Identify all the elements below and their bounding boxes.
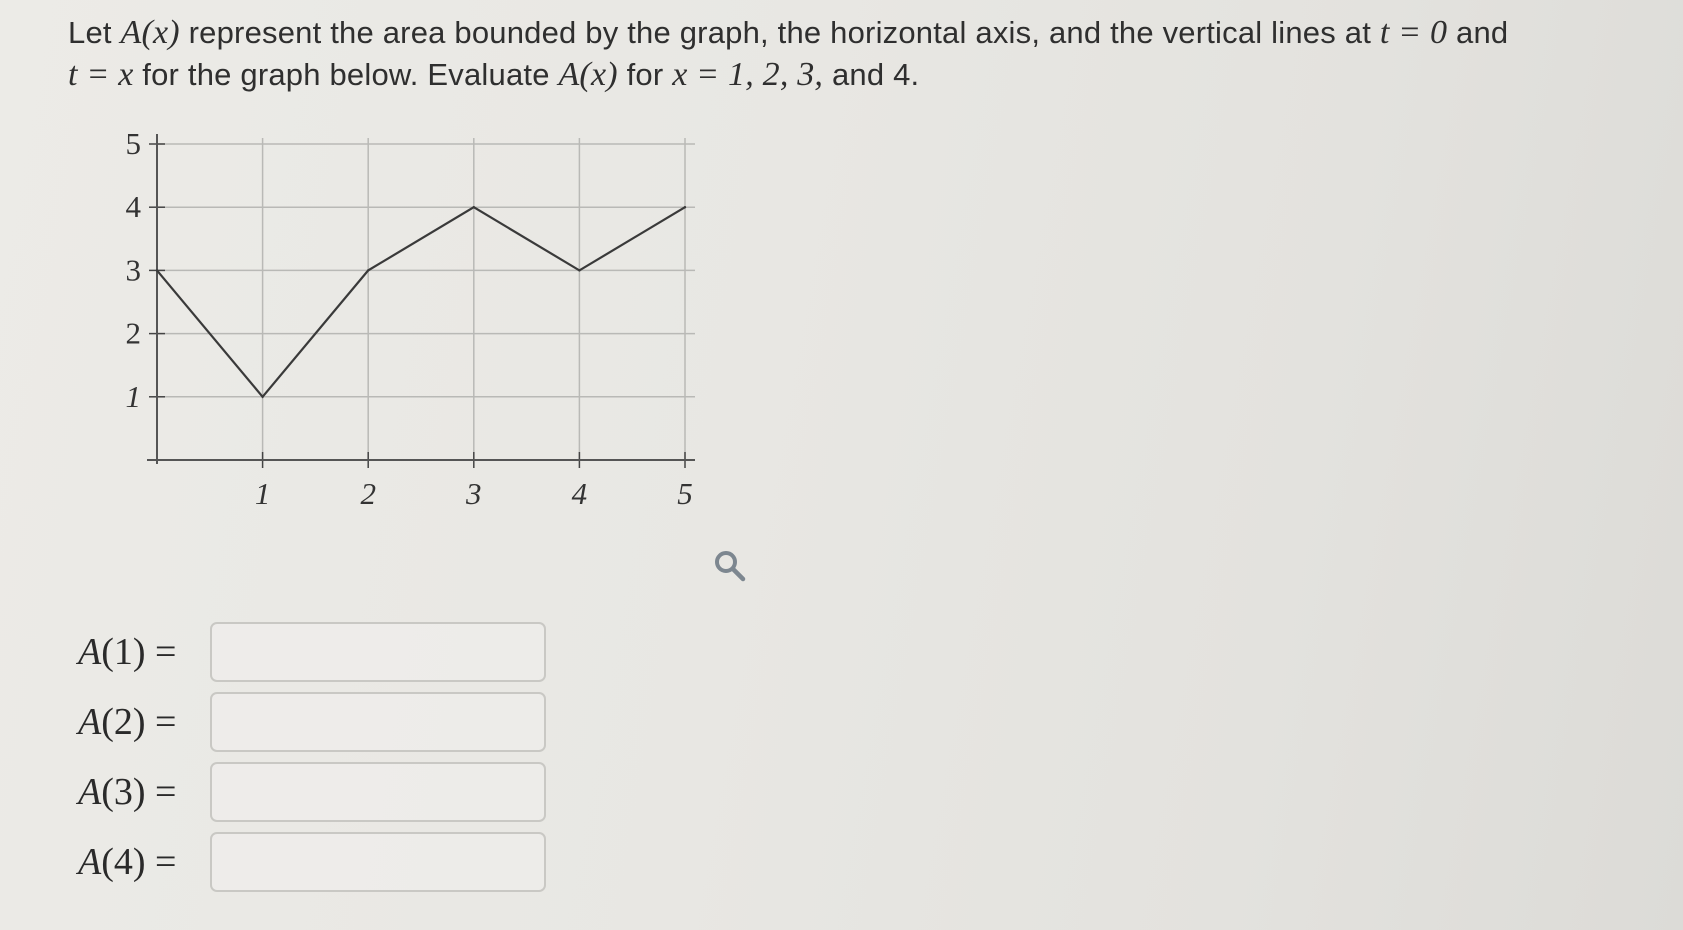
data-point bbox=[261, 396, 263, 398]
data-point bbox=[684, 206, 686, 208]
y-tick-label: 3 bbox=[125, 252, 141, 288]
y-tick-label: 1 bbox=[125, 378, 141, 414]
math-t-equals-x: t = x bbox=[68, 56, 134, 93]
x-tick-label: 4 bbox=[571, 476, 588, 511]
question-text bbox=[68, 12, 1628, 96]
equals-sign: = bbox=[155, 631, 177, 673]
answer-input-4[interactable] bbox=[210, 832, 546, 892]
answer-label: A(3) = bbox=[78, 771, 177, 813]
math-x-values: x = 1, 2, 3, bbox=[672, 56, 824, 93]
equals-sign: = bbox=[155, 701, 177, 743]
math-area-function: A(x) bbox=[558, 56, 618, 93]
function-argument: 4 bbox=[113, 841, 133, 883]
question-text-part: and bbox=[1447, 15, 1509, 50]
question-line-1 bbox=[68, 12, 1628, 54]
graph-svg bbox=[105, 130, 785, 570]
question-text-part: represent the area bounded by the graph, the horizontal axis, and the vertical lines at bbox=[179, 15, 1380, 50]
answer-input-1[interactable] bbox=[210, 622, 546, 682]
magnifier-icon bbox=[712, 548, 748, 584]
y-tick-label: 4 bbox=[125, 189, 141, 225]
answer-label: A(1) = bbox=[78, 631, 177, 673]
data-point bbox=[156, 269, 158, 271]
answer-input-3[interactable] bbox=[210, 762, 546, 822]
zoom-button[interactable] bbox=[712, 548, 748, 584]
question-text-part: for the graph below. Evaluate bbox=[133, 57, 559, 92]
data-point bbox=[578, 269, 580, 271]
x-tick-label: 1 bbox=[254, 476, 271, 511]
function-name: A bbox=[78, 631, 102, 673]
x-tick-label: 3 bbox=[466, 476, 482, 511]
answer-label: A(4) = bbox=[78, 841, 177, 883]
function-argument: 3 bbox=[113, 771, 133, 813]
function-graph bbox=[105, 130, 785, 570]
question-text-part: Let bbox=[68, 15, 121, 50]
math-area-function: A(x) bbox=[120, 14, 180, 51]
question-text-part: and 4. bbox=[823, 57, 920, 92]
function-argument: 1 bbox=[113, 631, 133, 673]
series-line bbox=[157, 207, 685, 397]
function-argument: 2 bbox=[113, 701, 133, 743]
equals-sign: = bbox=[155, 771, 177, 813]
y-tick-label: 5 bbox=[125, 130, 141, 161]
x-tick-label: 5 bbox=[677, 476, 693, 511]
question-text-part: for bbox=[617, 57, 673, 92]
function-name: A bbox=[78, 841, 102, 883]
answer-input-2[interactable] bbox=[210, 692, 546, 752]
y-tick-label: 2 bbox=[125, 315, 141, 351]
x-tick-label: 2 bbox=[360, 476, 376, 511]
function-name: A bbox=[78, 771, 102, 813]
equals-sign: = bbox=[155, 841, 177, 883]
question-line-2 bbox=[68, 54, 1628, 96]
math-t-zero: t = 0 bbox=[1379, 14, 1448, 51]
data-point bbox=[367, 269, 369, 271]
data-point bbox=[473, 206, 475, 208]
function-name: A bbox=[78, 701, 102, 743]
answer-label: A(2) = bbox=[78, 701, 177, 743]
